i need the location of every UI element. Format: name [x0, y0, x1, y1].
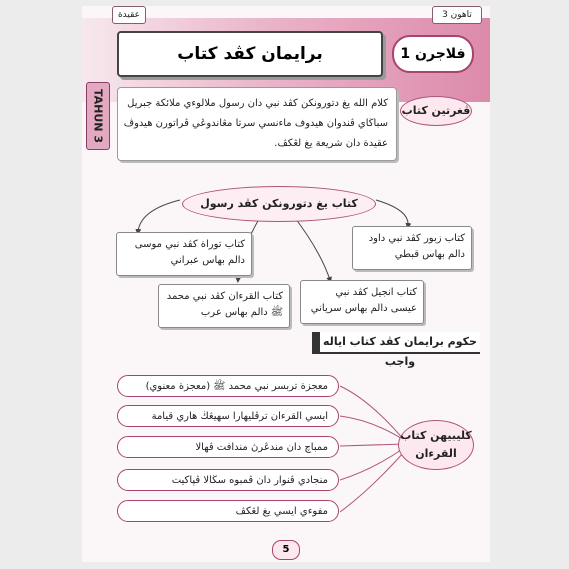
book-text: كتاب توراة كڤد نبي موسى	[134, 239, 245, 250]
book-text: دالم بهاس قبطي	[394, 249, 465, 260]
book-text: كتاب زبور كڤد نبي داود	[368, 233, 465, 244]
definition-line: عقيدة دان شريعة يغ لڠكڤ.	[274, 138, 388, 149]
definition-box	[117, 87, 397, 161]
book-text: دالم بهاس عبراني	[170, 255, 245, 266]
lesson-badge: فلاجرن 1	[392, 35, 474, 73]
subject-tab: عقيدة	[112, 6, 146, 24]
feature-item: ايسي القرءان ترڤليهارا سهيڠڬ هاري قيامة	[117, 405, 339, 427]
definition-label: ڤغرتين كتاب	[400, 96, 472, 126]
book-box-taurat	[116, 232, 252, 276]
central-concept: كتاب يغ دتورونكن كڤد رسول	[182, 186, 376, 222]
page-title: برايمان كڤد كتاب	[117, 31, 383, 77]
definition-line: كلام الله يغ دتورونكن كڤد نبي دان رسول ملالوءي ملائكة جبريل	[127, 98, 388, 109]
feature-item: معجزة تربسر نبي محمد ﷺ (معجزة معنوي)	[117, 375, 339, 397]
feature-item: ممباچ دان مندڠرڽ مندافت ڤهالا	[117, 436, 339, 458]
book-text: عيسى دالم بهاس سرياني	[310, 303, 417, 314]
features-label-line: القرءان	[415, 447, 457, 460]
book-text: كتاب انجيل كڤد نبي	[335, 287, 417, 298]
feature-item: منجادي ڤنوار دان ڤمبوه سڬالا ڤڽاكيت	[117, 469, 339, 491]
book-box-zabur	[352, 226, 472, 270]
features-label-line: كليبيهن كتاب	[400, 429, 472, 442]
feature-item: مفوءي ايسي يغ لڠكڤ	[117, 500, 339, 522]
book-text: ﷺ دالم بهاس عرب	[200, 307, 283, 318]
definition-line: سباڬاي ڤندوان هيدوف ماءنسي سرتا مڠاندوڠي ڤراتورن هيدوڤ	[123, 118, 388, 129]
features-label	[398, 420, 474, 470]
book-box-injil	[300, 280, 424, 324]
law-label: حكوم برايمان كڤد كتاب اياله واجب	[312, 332, 480, 354]
book-text: كتاب القرءان كڤد نبي محمد	[166, 291, 283, 302]
side-year-label: TAHUN 3	[91, 89, 105, 143]
page-number: 5	[272, 540, 300, 560]
year-tab: تاهون 3	[432, 6, 482, 24]
book-box-quran	[158, 284, 290, 328]
